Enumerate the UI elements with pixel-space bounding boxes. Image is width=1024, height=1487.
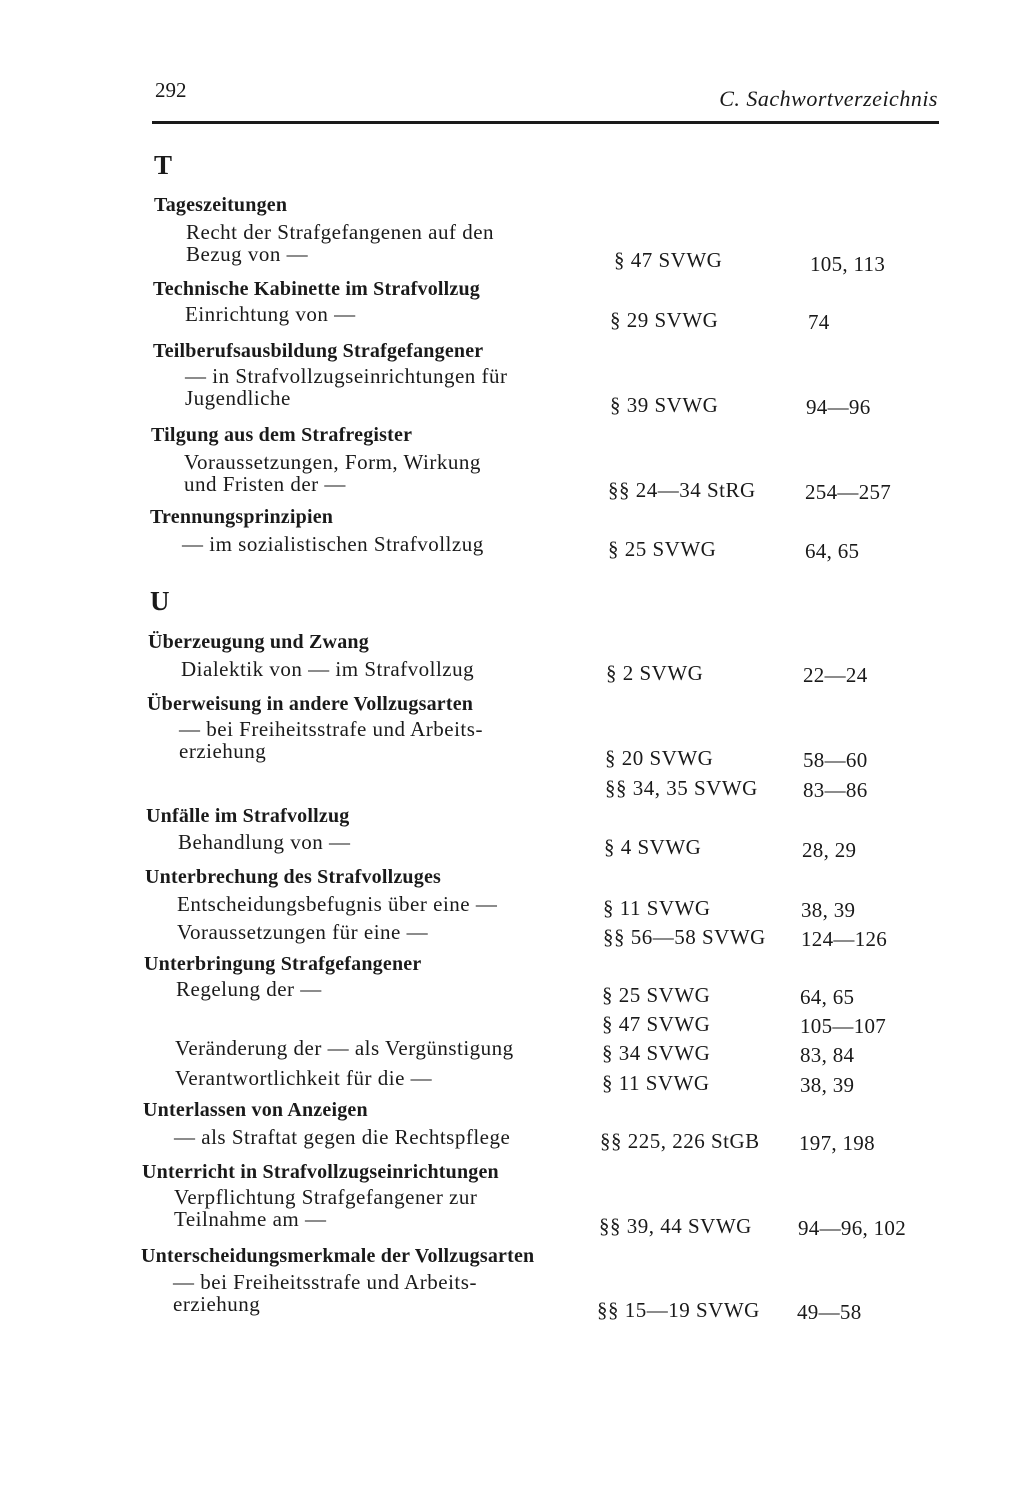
index-citation: § 4 SVWG [604,835,702,859]
index-citation: § 47 SVWG [602,1012,711,1036]
index-citation: § 34 SVWG [602,1041,711,1065]
index-citation: § 39 SVWG [610,393,719,417]
index-pages: 105, 113 [810,252,886,276]
index-pages: 105—107 [800,1014,887,1038]
index-pages: 254—257 [805,480,892,504]
index-term: Tageszeitungen [154,194,288,216]
index-term: Trennungsprinzipien [150,506,334,528]
index-pages: 22—24 [803,663,868,687]
index-citation: §§ 24—34 StRG [608,478,756,502]
index-subentry: Behandlung von — [178,830,351,854]
index-pages: 64, 65 [800,985,855,1009]
index-pages: 83—86 [803,778,868,802]
index-citation: §§ 225, 226 StGB [600,1129,760,1153]
index-subentry: Entscheidungsbefugnis über eine — [177,892,498,916]
index-subentry: Einrichtung von — [185,302,356,326]
running-title: C. Sachwortverzeichnis [719,86,938,111]
index-subentry: Verantwortlichkeit für die — [175,1066,433,1090]
index-pages: 124—126 [801,927,888,951]
index-term: Unterbrechung des Strafvollzuges [145,866,442,888]
index-pages: 49—58 [797,1300,862,1324]
section-letter-u: U [150,586,170,616]
index-subentry: — bei Freiheitsstrafe und Arbeits- [173,1270,477,1294]
index-subentry: Voraussetzungen für eine — [177,920,429,944]
header-rule [152,121,939,124]
index-subentry: — bei Freiheitsstrafe und Arbeits- [179,717,483,741]
index-subentry: Jugendliche [185,386,291,410]
index-pages: 58—60 [803,748,868,772]
index-pages: 28, 29 [802,838,857,862]
index-term: Unfälle im Strafvollzug [146,805,350,827]
section-letter-t: T [154,150,173,180]
index-subentry: — als Straftat gegen die Rechtspflege [174,1125,511,1149]
index-citation: § 29 SVWG [610,308,719,332]
index-citation: § 20 SVWG [605,746,714,770]
index-subentry: Verpflichtung Strafgefangener zur [174,1185,478,1209]
index-subentry: — im sozialistischen Strafvollzug [182,532,484,556]
index-pages: 197, 198 [799,1131,875,1155]
index-citation: §§ 15—19 SVWG [597,1298,760,1322]
index-subentry: Regelung der — [176,977,322,1001]
index-subentry: erziehung [179,739,267,763]
index-pages: 38, 39 [800,1073,855,1097]
index-citation: § 11 SVWG [603,896,711,920]
index-term: Tilgung aus dem Strafregister [151,424,413,446]
index-subentry: Teilnahme am — [174,1207,327,1231]
page-number: 292 [155,78,187,102]
index-term: Überzeugung und Zwang [148,631,369,653]
index-pages: 74 [808,310,830,334]
index-term: Teilberufsausbildung Strafgefangener [153,340,484,362]
index-subentry: Veränderung der — als Vergünstigung [175,1036,514,1060]
index-subentry: Bezug von — [186,242,309,266]
index-citation: § 47 SVWG [614,248,723,272]
index-subentry: — in Strafvollzugseinrichtungen für [185,364,508,388]
index-term: Unterricht in Strafvollzugseinrichtungen [142,1161,499,1183]
index-term: Unterlassen von Anzeigen [143,1099,368,1121]
index-subentry: Recht der Strafgefangenen auf den [186,220,495,244]
index-subentry: Dialektik von — im Strafvollzug [181,657,475,681]
index-citation: § 25 SVWG [602,983,711,1007]
index-citation: § 25 SVWG [608,537,717,561]
index-pages: 64, 65 [805,539,860,563]
index-pages: 94—96 [806,395,871,419]
index-pages: 94—96, 102 [798,1216,906,1240]
index-pages: 38, 39 [801,898,856,922]
index-term: Unterscheidungsmerkmale der Vollzugsarten [141,1245,535,1267]
index-subentry: erziehung [173,1292,261,1316]
index-citation: § 11 SVWG [602,1071,710,1095]
index-term: Überweisung in andere Vollzugsarten [147,693,474,715]
index-citation: §§ 39, 44 SVWG [599,1214,752,1238]
index-citation: §§ 34, 35 SVWG [605,776,758,800]
index-term: Technische Kabinette im Strafvollzug [153,278,481,300]
index-subentry: und Fristen der — [184,472,346,496]
index-citation: § 2 SVWG [606,661,704,685]
index-term: Unterbringung Strafgefangener [144,953,422,975]
index-citation: §§ 56—58 SVWG [603,925,766,949]
index-subentry: Voraussetzungen, Form, Wirkung [184,450,481,474]
index-pages: 83, 84 [800,1043,855,1067]
